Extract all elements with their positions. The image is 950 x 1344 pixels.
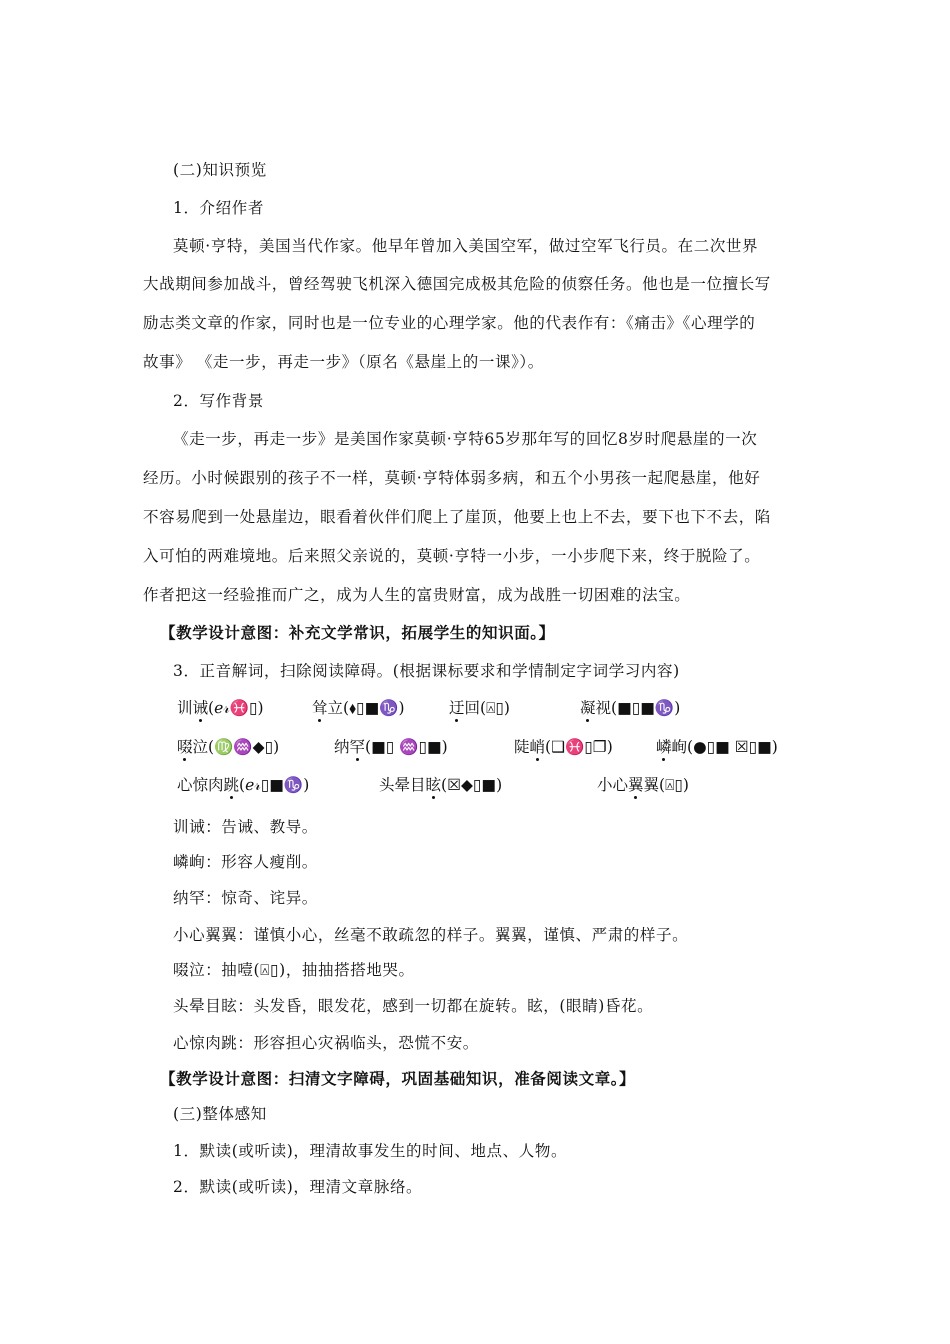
background-paragraph-line: 不容易爬到一处悬崖边，眼看着伙伴们爬上了崖顶，他要上也上不去，要下也下不去，陷 — [143, 508, 771, 526]
author-paragraph-line: 故事》 《走一步，再走一步》（原名《悬崖上的一课》）。 — [143, 353, 544, 371]
definition-item: 啜泣：抽噎(⍓▯)，抽抽搭搭地哭。 — [173, 961, 415, 979]
pinyin-entry: 啜泣(♍♒◆▯) — [177, 738, 280, 756]
heading-writing-background: 2．写作背景 — [173, 392, 264, 410]
pinyin-entry: 陡峭(❑♓▯❐) — [514, 738, 613, 756]
definition-item: 心惊肉跳：形容担心灾祸临头，恐慌不安。 — [173, 1034, 479, 1052]
definition-item: 训诫：告诫、教导。 — [173, 818, 318, 836]
task-item: 2．默读(或听读)，理清文章脉络。 — [173, 1178, 423, 1196]
design-intent-note: 【教学设计意图：补充文学常识，拓展学生的知识面。】 — [160, 623, 555, 642]
author-paragraph-line: 励志类文章的作家，同时也是一位专业的心理学家。他的代表作有：《痛击》《心理学的 — [143, 314, 756, 332]
design-intent-note: 【教学设计意图：扫清文字障碍，巩固基础知识，准备阅读文章。】 — [160, 1069, 636, 1088]
section-heading-knowledge-preview: (二)知识预览 — [173, 161, 267, 179]
section-heading-overall-perception: (三)整体感知 — [173, 1105, 267, 1123]
author-paragraph-line: 大战期间参加战斗，曾经驾驶飞机深入德国完成极其危险的侦察任务。他也是一位擅长写 — [143, 275, 771, 293]
background-paragraph-line: 《走一步，再走一步》是美国作家莫顿·亨特65岁那年写的回忆8岁时爬悬崖的一次 — [173, 430, 758, 448]
definition-item: 嶙峋：形容人瘦削。 — [173, 853, 318, 871]
background-paragraph-line: 作者把这一经验推而广之，成为人生的富贵财富，成为战胜一切困难的法宝。 — [143, 586, 691, 604]
heading-vocabulary: 3．正音解词，扫除阅读障碍。(根据课标要求和学情制定字词学习内容) — [173, 662, 680, 680]
task-item: 1．默读(或听读)，理清故事发生的时间、地点、人物。 — [173, 1142, 568, 1160]
pinyin-entry: 训诫(ℯ𝓇♓▯) — [177, 699, 264, 717]
definition-item: 小心翼翼：谨慎小心，丝毫不敢疏忽的样子。翼翼，谨慎、严肃的样子。 — [173, 926, 689, 944]
pinyin-entry: 迂回(⍓▯) — [449, 699, 510, 717]
author-paragraph-line: 莫顿·亨特，美国当代作家。他早年曾加入美国空军，做过空军飞行员。在二次世界 — [173, 237, 759, 255]
background-paragraph-line: 经历。小时候跟别的孩子不一样，莫顿·亨特体弱多病，和五个小男孩一起爬悬崖，他好 — [143, 469, 761, 487]
pinyin-entry: 心惊肉跳(ℯ𝓇▯■♑) — [177, 776, 310, 794]
pinyin-entry: 耸立(⬧▯■♑) — [312, 699, 405, 717]
definition-item: 头晕目眩：头发昏，眼发花，感到一切都在旋转。眩，(眼睛)昏花。 — [173, 997, 654, 1015]
pinyin-entry: 纳罕(■▯ ♒▯■) — [334, 738, 448, 756]
pinyin-entry: 小心翼翼(⍓▯) — [597, 776, 689, 794]
definition-item: 纳罕：惊奇、诧异。 — [173, 889, 318, 907]
pinyin-entry: 凝视(■▯■♑) — [580, 699, 681, 717]
pinyin-entry: 头晕目眩(☒◆▯■) — [379, 776, 503, 794]
background-paragraph-line: 入可怕的两难境地。后来照父亲说的，莫顿·亨特一小步，一小步爬下来，终于脱险了。 — [143, 547, 761, 565]
heading-author-intro: 1．介绍作者 — [173, 199, 264, 217]
pinyin-entry: 嶙峋(●▯■ ☒▯■) — [656, 738, 778, 756]
